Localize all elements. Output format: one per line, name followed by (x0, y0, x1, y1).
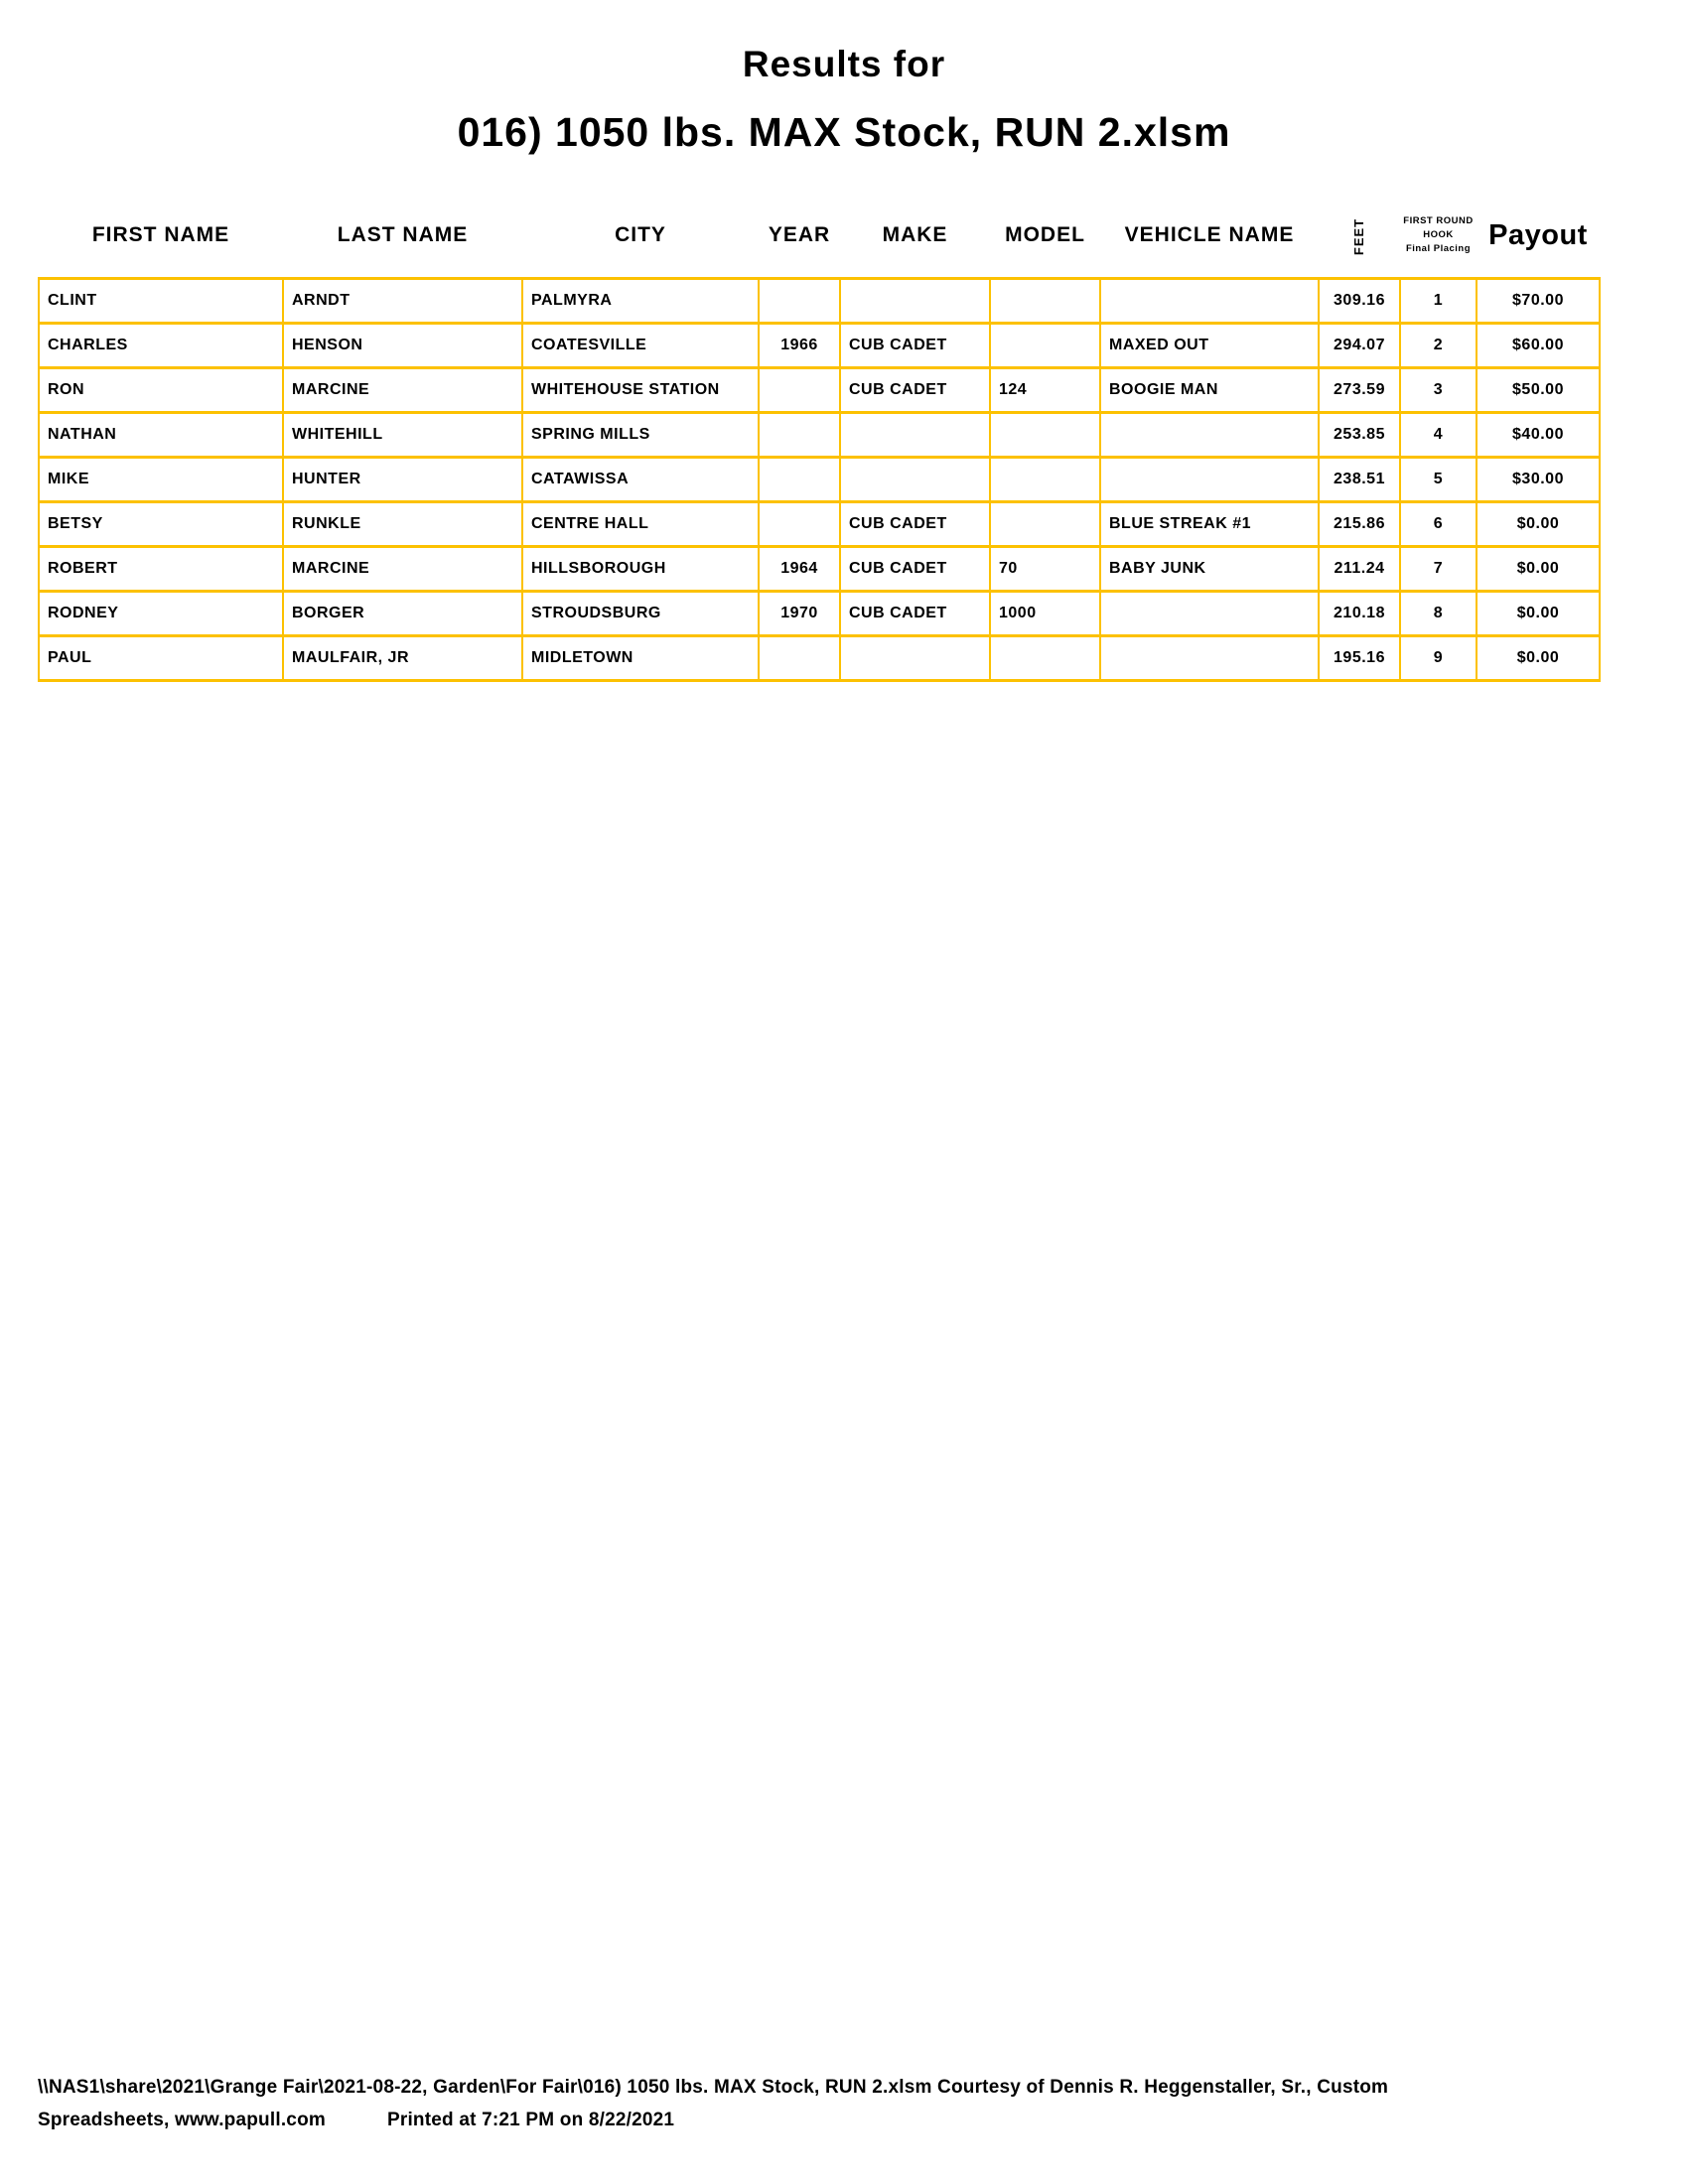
cell-first-name: NATHAN (39, 412, 283, 457)
cell-year: 1964 (759, 546, 840, 591)
header-payout: Payout (1488, 218, 1588, 251)
cell-payout: $40.00 (1477, 412, 1600, 457)
cell-vehicle-name: BABY JUNK (1100, 546, 1319, 591)
cell-city: CATAWISSA (522, 457, 759, 501)
page-footer (38, 2071, 1656, 2136)
cell-feet: 211.24 (1319, 546, 1400, 591)
results-table-wrap (38, 195, 1601, 682)
table-row (39, 412, 1600, 457)
cell-make (840, 278, 990, 323)
cell-feet: 215.86 (1319, 501, 1400, 546)
header-first-name: FIRST NAME (91, 223, 230, 247)
cell-model (990, 635, 1100, 680)
cell-last-name: MAULFAIR, JR (283, 635, 522, 680)
cell-placing: 3 (1400, 367, 1477, 412)
cell-placing: 5 (1400, 457, 1477, 501)
cell-placing: 7 (1400, 546, 1477, 591)
cell-first-name: CLINT (39, 278, 283, 323)
cell-last-name: BORGER (283, 591, 522, 635)
cell-model: 124 (990, 367, 1100, 412)
cell-first-name: ROBERT (39, 546, 283, 591)
table-row (39, 635, 1600, 680)
header-model: MODEL (1005, 223, 1085, 247)
results-table-body (39, 278, 1600, 680)
cell-last-name: MARCINE (283, 546, 522, 591)
cell-vehicle-name (1100, 635, 1319, 680)
cell-make: CUB CADET (840, 367, 990, 412)
cell-vehicle-name (1100, 457, 1319, 501)
table-row (39, 546, 1600, 591)
cell-placing: 6 (1400, 501, 1477, 546)
header-feet (1319, 195, 1400, 278)
cell-placing: 4 (1400, 412, 1477, 457)
table-header-row (39, 195, 1600, 278)
cell-last-name: HUNTER (283, 457, 522, 501)
cell-city: HILLSBOROUGH (522, 546, 759, 591)
cell-last-name: ARNDT (283, 278, 522, 323)
footer-printed-at: Printed at 7:21 PM on 8/22/2021 (386, 2110, 675, 2130)
cell-vehicle-name: BOOGIE MAN (1100, 367, 1319, 412)
cell-year (759, 457, 840, 501)
cell-first-name: RODNEY (39, 591, 283, 635)
cell-model: 70 (990, 546, 1100, 591)
header-vehicle-name: VEHICLE NAME (1124, 223, 1295, 247)
cell-payout: $0.00 (1477, 546, 1600, 591)
cell-city: MIDLETOWN (522, 635, 759, 680)
cell-vehicle-name (1100, 278, 1319, 323)
cell-last-name: WHITEHILL (283, 412, 522, 457)
cell-city: WHITEHOUSE STATION (522, 367, 759, 412)
cell-city: CENTRE HALL (522, 501, 759, 546)
results-table (38, 195, 1601, 682)
cell-first-name: MIKE (39, 457, 283, 501)
cell-last-name: MARCINE (283, 367, 522, 412)
cell-year (759, 635, 840, 680)
header-placing-line1: FIRST ROUND (1403, 215, 1474, 227)
table-row (39, 591, 1600, 635)
cell-city: PALMYRA (522, 278, 759, 323)
cell-feet: 238.51 (1319, 457, 1400, 501)
table-row (39, 501, 1600, 546)
cell-placing: 9 (1400, 635, 1477, 680)
cell-feet: 253.85 (1319, 412, 1400, 457)
cell-make (840, 412, 990, 457)
cell-model (990, 501, 1100, 546)
cell-year: 1970 (759, 591, 840, 635)
cell-make: CUB CADET (840, 323, 990, 367)
cell-model (990, 278, 1100, 323)
cell-last-name: RUNKLE (283, 501, 522, 546)
cell-payout: $60.00 (1477, 323, 1600, 367)
cell-placing: 8 (1400, 591, 1477, 635)
cell-feet: 210.18 (1319, 591, 1400, 635)
cell-feet: 273.59 (1319, 367, 1400, 412)
cell-first-name: RON (39, 367, 283, 412)
cell-payout: $50.00 (1477, 367, 1600, 412)
cell-payout: $0.00 (1477, 635, 1600, 680)
cell-vehicle-name (1100, 591, 1319, 635)
cell-make: CUB CADET (840, 591, 990, 635)
cell-last-name: HENSON (283, 323, 522, 367)
cell-first-name: BETSY (39, 501, 283, 546)
footer-line2 (38, 2104, 1656, 2136)
cell-vehicle-name: BLUE STREAK #1 (1100, 501, 1319, 546)
header-feet-rotated-label: FEET (1351, 218, 1367, 256)
cell-placing: 2 (1400, 323, 1477, 367)
title-block (0, 44, 1688, 156)
cell-payout: $30.00 (1477, 457, 1600, 501)
cell-first-name: CHARLES (39, 323, 283, 367)
header-final-placing (1400, 195, 1477, 278)
cell-vehicle-name (1100, 412, 1319, 457)
page-subtitle: 016) 1050 lbs. MAX Stock, RUN 2.xlsm (457, 109, 1231, 155)
table-row (39, 323, 1600, 367)
cell-year (759, 278, 840, 323)
cell-vehicle-name: MAXED OUT (1100, 323, 1319, 367)
cell-year: 1966 (759, 323, 840, 367)
table-row (39, 278, 1600, 323)
cell-model (990, 457, 1100, 501)
table-row (39, 367, 1600, 412)
header-year: YEAR (768, 223, 831, 247)
cell-city: SPRING MILLS (522, 412, 759, 457)
cell-city: COATESVILLE (522, 323, 759, 367)
cell-feet: 294.07 (1319, 323, 1400, 367)
cell-make: CUB CADET (840, 546, 990, 591)
header-city: CITY (615, 223, 666, 247)
header-placing-line3: Final Placing (1405, 243, 1472, 255)
cell-city: STROUDSBURG (522, 591, 759, 635)
cell-make: CUB CADET (840, 501, 990, 546)
header-placing-line2: HOOK (1423, 229, 1454, 241)
cell-make (840, 635, 990, 680)
table-row (39, 457, 1600, 501)
cell-payout: $70.00 (1477, 278, 1600, 323)
cell-payout: $0.00 (1477, 591, 1600, 635)
cell-make (840, 457, 990, 501)
cell-feet: 195.16 (1319, 635, 1400, 680)
cell-year (759, 367, 840, 412)
cell-model: 1000 (990, 591, 1100, 635)
cell-year (759, 412, 840, 457)
cell-year (759, 501, 840, 546)
header-last-name: LAST NAME (337, 223, 469, 247)
cell-feet: 309.16 (1319, 278, 1400, 323)
cell-first-name: PAUL (39, 635, 283, 680)
footer-line1: \\NAS1\share\2021\Grange Fair\2021-08-22, Garden\For Fair\016) 1050 lbs. MAX Stock, RUN 2.xlsm Courtesy of Dennis R. Heggenstaller, Sr., Custom (38, 2077, 1389, 2098)
cell-placing: 1 (1400, 278, 1477, 323)
cell-payout: $0.00 (1477, 501, 1600, 546)
cell-model (990, 412, 1100, 457)
cell-model (990, 323, 1100, 367)
header-make: MAKE (882, 223, 948, 247)
page-title: Results for (742, 44, 946, 84)
footer-line2-left: Spreadsheets, www.papull.com (38, 2110, 326, 2130)
